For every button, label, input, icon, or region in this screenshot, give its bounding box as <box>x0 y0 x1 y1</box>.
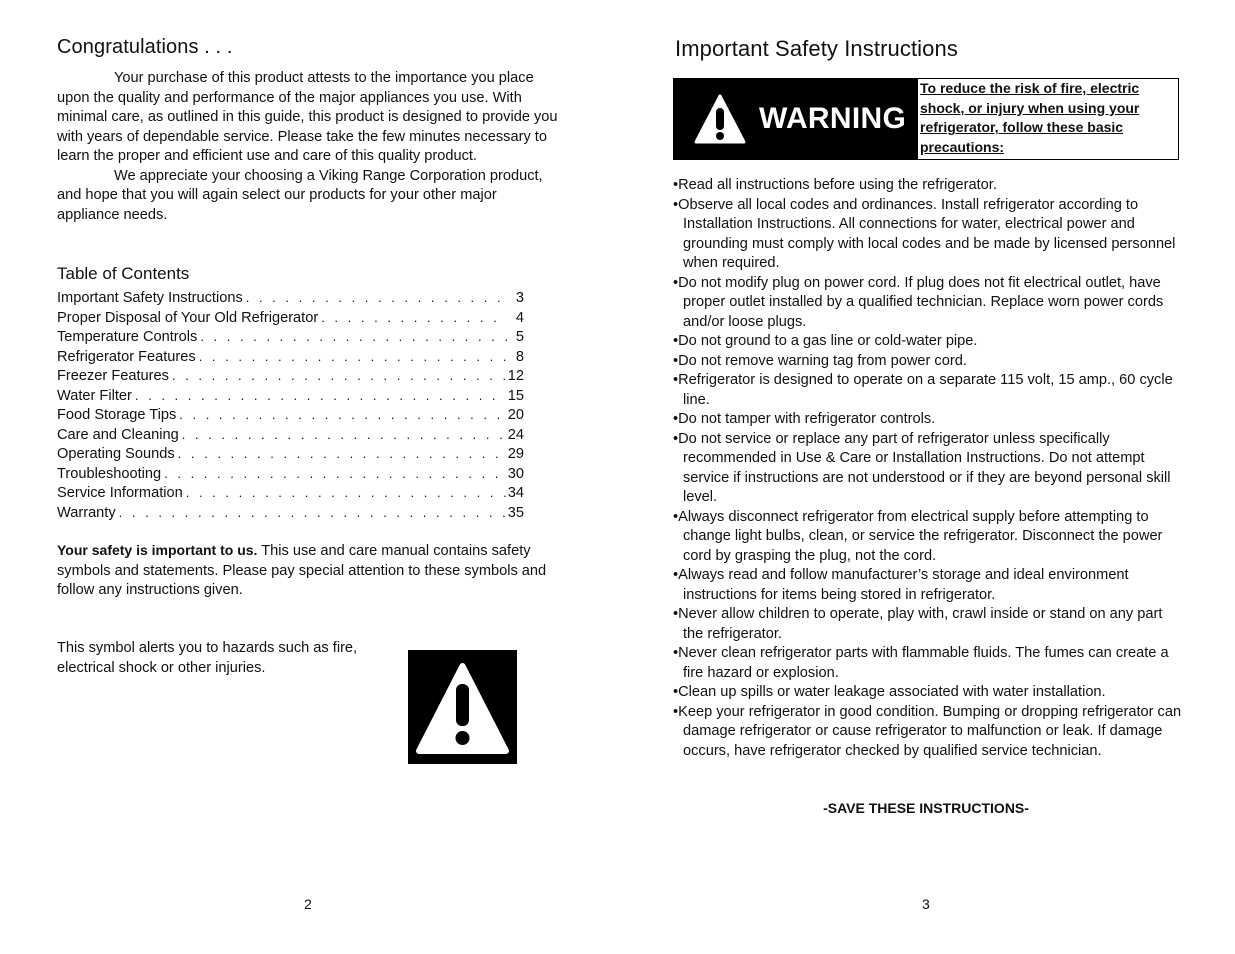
toc-entry <box>57 288 524 308</box>
toc-entry-label: Proper Disposal of Your Old Refrigerator <box>57 309 319 326</box>
toc-leader-dots <box>135 386 506 406</box>
toc-entry-label: Operating Sounds <box>57 446 175 462</box>
toc-entry-page: 12 <box>507 368 524 384</box>
safety-rule-item: •Do not remove warning tag from power cord. <box>673 352 967 369</box>
toc-leader-dots <box>246 288 507 308</box>
toc-entry <box>57 327 524 347</box>
safety-rule-item: •Observe all local codes and ordinances. Install refrigerator according to Installation Instructions. All connections for water, electrical power and grounding must comply with local codes and be made by licensed personnel when required. <box>673 196 1176 271</box>
save-instructions-note: -SAVE THESE INSTRUCTIONS- <box>823 800 1029 816</box>
toc-entry-page: 15 <box>507 387 524 404</box>
safety-text: This use and care manual contains safety symbols and statements. Please pay special attention to these symbols and follow any instructions given. <box>57 543 547 598</box>
safety-rule-item: •Refrigerator is designed to operate on a separate 115 volt, 15 amp., 60 cycle line. <box>673 372 1173 408</box>
toc-leader-dots <box>321 308 507 328</box>
congratulations-body <box>57 69 562 225</box>
warning-banner <box>674 79 918 159</box>
toc-entry-page: 24 <box>507 426 524 443</box>
safety-rule-item: •Do not ground to a gas line or cold-water pipe. <box>673 333 978 349</box>
toc-entry-label: Temperature Controls <box>57 329 198 345</box>
toc-entry <box>57 464 524 484</box>
right-page <box>617 0 1235 954</box>
toc-entry <box>57 405 524 425</box>
toc-entry-page: 29 <box>507 446 524 462</box>
toc-entry <box>57 444 524 464</box>
toc-entry-label: Important Safety Instructions <box>57 290 243 306</box>
toc-leader-dots <box>179 405 506 425</box>
safety-rule-item: •Do not service or replace any part of refrigerator unless specifically recommended in Use & Care or Installation Instructions. Do not attempt service if instructions are not understood or if they are beyond personal skill level. <box>673 430 1171 505</box>
congratulations-paragraph-1: Your purchase of this product attests to the importance you place upon the quality and performance of the major appliances you use. With minimal care, as outlined in this guide, this product is designed to provide you with years of dependable service. Please take the few minutes necessary to learn the proper and efficient use and care of this quality product. <box>57 70 558 164</box>
toc-entry-label: Troubleshooting <box>57 465 162 482</box>
toc-leader-dots <box>182 425 506 445</box>
toc-entry-label: Food Storage Tips <box>57 407 177 423</box>
safety-rule-item: •Always read and follow manufacturer’s storage and ideal environment instructions for items being stored in refrigerator. <box>673 567 1129 603</box>
congratulations-paragraph-2: We appreciate your choosing a Viking Range Corporation product, and hope that you will again select our products for your other major appliance needs. <box>57 167 543 223</box>
safety-rule-item: •Keep your refrigerator in good condition. Bumping or dropping refrigerator can damage refrigerator or cause refrigerator to malfunction or leak. If damage occurs, have refrigerator checked by qualified service technician. <box>673 703 1182 759</box>
toc-leader-dots <box>200 327 507 347</box>
toc-leader-dots <box>164 464 506 484</box>
toc-leader-dots <box>119 503 506 523</box>
toc-entry <box>57 347 524 367</box>
toc-entry <box>57 425 524 445</box>
safety-notice <box>57 541 562 601</box>
toc-entry <box>57 386 524 406</box>
toc-entry-label: Refrigerator Features <box>57 348 196 365</box>
toc-leader-dots <box>199 347 507 367</box>
toc-entry-page: 5 <box>515 329 524 345</box>
safety-rule-item: •Never clean refrigerator parts with flammable fluids. The fumes can create a fire hazard or explosion. <box>673 645 1169 681</box>
toc-entry <box>57 366 524 386</box>
warning-box <box>673 78 1179 160</box>
safety-rule-item: •Read all instructions before using the refrigerator. <box>673 177 997 193</box>
toc-entry-page: 3 <box>515 290 524 306</box>
safety-emphasis: Your safety is important to us. <box>57 542 258 558</box>
toc-entry-label: Freezer Features <box>57 368 169 384</box>
toc-entry-label: Warranty <box>57 504 116 521</box>
toc-entry-page: 8 <box>515 348 524 365</box>
toc-leader-dots <box>186 483 506 503</box>
warning-text: To reduce the risk of fire, electric shock, or injury when using your refrigerator, follow these basic precautions: <box>920 80 1140 155</box>
toc-entry-label: Water Filter <box>57 387 132 404</box>
toc-entry-label: Care and Cleaning <box>57 426 179 443</box>
toc-entry <box>57 503 524 523</box>
safety-rule-item: •Do not modify plug on power cord. If plug does not fit electrical outlet, have proper outlet installed by a qualified technician. Replace worn power cords and/or loose plugs. <box>673 274 1164 330</box>
safety-rule-item: •Do not tamper with refrigerator controls. <box>673 411 936 427</box>
toc-entry-page: 30 <box>507 465 524 482</box>
toc-entry <box>57 483 524 503</box>
left-page <box>0 0 617 954</box>
page-number: 3 <box>922 896 930 912</box>
safety-rules-list <box>673 176 1183 761</box>
toc-entry-page: 4 <box>515 309 524 326</box>
safety-rule-item: •Clean up spills or water leakage associated with water installation. <box>673 684 1106 700</box>
table-of-contents <box>57 288 524 522</box>
congratulations-heading: Congratulations . . . <box>57 36 233 58</box>
toc-entry-page: 35 <box>507 504 524 521</box>
safety-instructions-heading: Important Safety Instructions <box>675 36 958 61</box>
toc-leader-dots <box>172 366 506 386</box>
toc-entry-page: 34 <box>507 485 524 501</box>
safety-rule-item: •Always disconnect refrigerator from electrical supply before attempting to change light bulbs, clean, or service the refrigerator. Disconnect the power cord by grasping the plug, not the cord. <box>673 508 1163 564</box>
warning-word: WARNING <box>759 102 907 135</box>
safety-rule-item: •Never allow children to operate, play with, crawl inside or stand on any part the refrigerator. <box>673 606 1163 642</box>
exclamation-triangle-icon <box>694 93 746 145</box>
page-number: 2 <box>304 896 312 912</box>
toc-heading: Table of Contents <box>57 264 190 283</box>
symbol-description: This symbol alerts you to hazards such as fire, electrical shock or other injuries. <box>57 640 358 676</box>
toc-entry <box>57 308 524 328</box>
exclamation-triangle-icon <box>408 650 517 764</box>
toc-entry-page: 20 <box>507 407 524 423</box>
toc-entry-label: Service Information <box>57 485 183 501</box>
toc-leader-dots <box>178 444 506 464</box>
